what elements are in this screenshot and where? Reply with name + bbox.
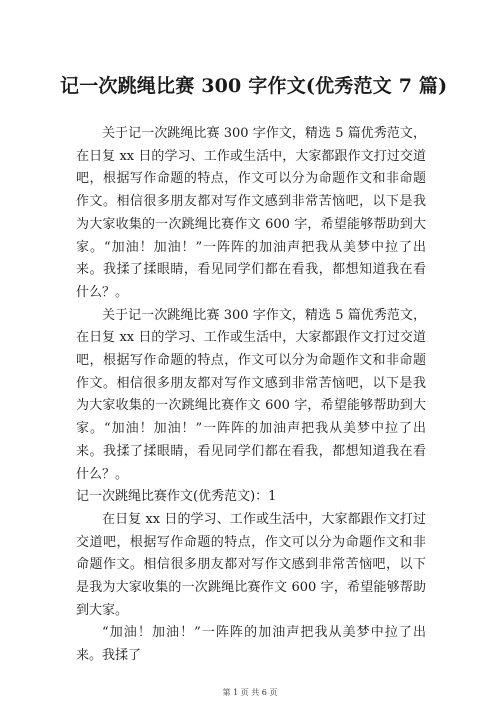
- paragraph: 在日复 xx 日的学习、工作或生活中，大家都跟作文打过交道吧，根据写作命题的特点，作文可以分为命题作文和非命题作文。相信很多朋友都对写作文感到非常苦恼吧，以下是我为大家收集的一次跳绳比赛作文 600 字，希望能够帮助到大家。: [76, 511, 426, 618]
- paragraph: 关于记一次跳绳比赛 300 字作文，精选 5 篇优秀范文，在日复 xx 日的学习、工作或生活中，大家都跟作文打过交道吧，根据写作命题的特点，作文可以分为命题作文和非命题作文。相信很多朋友都对写作文感到非常苦恼吧，以下是我为大家收集的一次跳绳比赛作文 600 字，希望能够帮助到大家。“加油！加油！”一阵阵的加油声把我从美梦中拉了出来。我揉了揉眼睛，看见同学们都在看我，都想知道我在看什么？。: [76, 126, 426, 300]
- document-body: [76, 123, 426, 668]
- document-title: 记一次跳绳比赛 300 字作文(优秀范文 7 篇): [60, 75, 448, 97]
- paragraph: “加油！加油！”一阵阵的加油声把我从美梦中拉了出来。我揉了: [76, 625, 426, 664]
- page-footer: 第 1 页 共 6 页: [222, 688, 278, 697]
- section-heading: 记一次跳绳比赛作文(优秀范文)：1: [76, 489, 277, 505]
- paragraph: 关于记一次跳绳比赛 300 字作文，精选 5 篇优秀范文，在日复 xx 日的学习、工作或生活中，大家都跟作文打过交道吧，根据写作命题的特点，作文可以分为命题作文和非命题作文。相信很多朋友都对写作文感到非常苦恼吧，以下是我为大家收集的一次跳绳比赛作文 600 字，希望能够帮助到大家。“加油！加油！”一阵阵的加油声把我从美梦中拉了出来。我揉了揉眼睛，看见同学们都在看我，都想知道我在看什么？。: [76, 307, 426, 482]
